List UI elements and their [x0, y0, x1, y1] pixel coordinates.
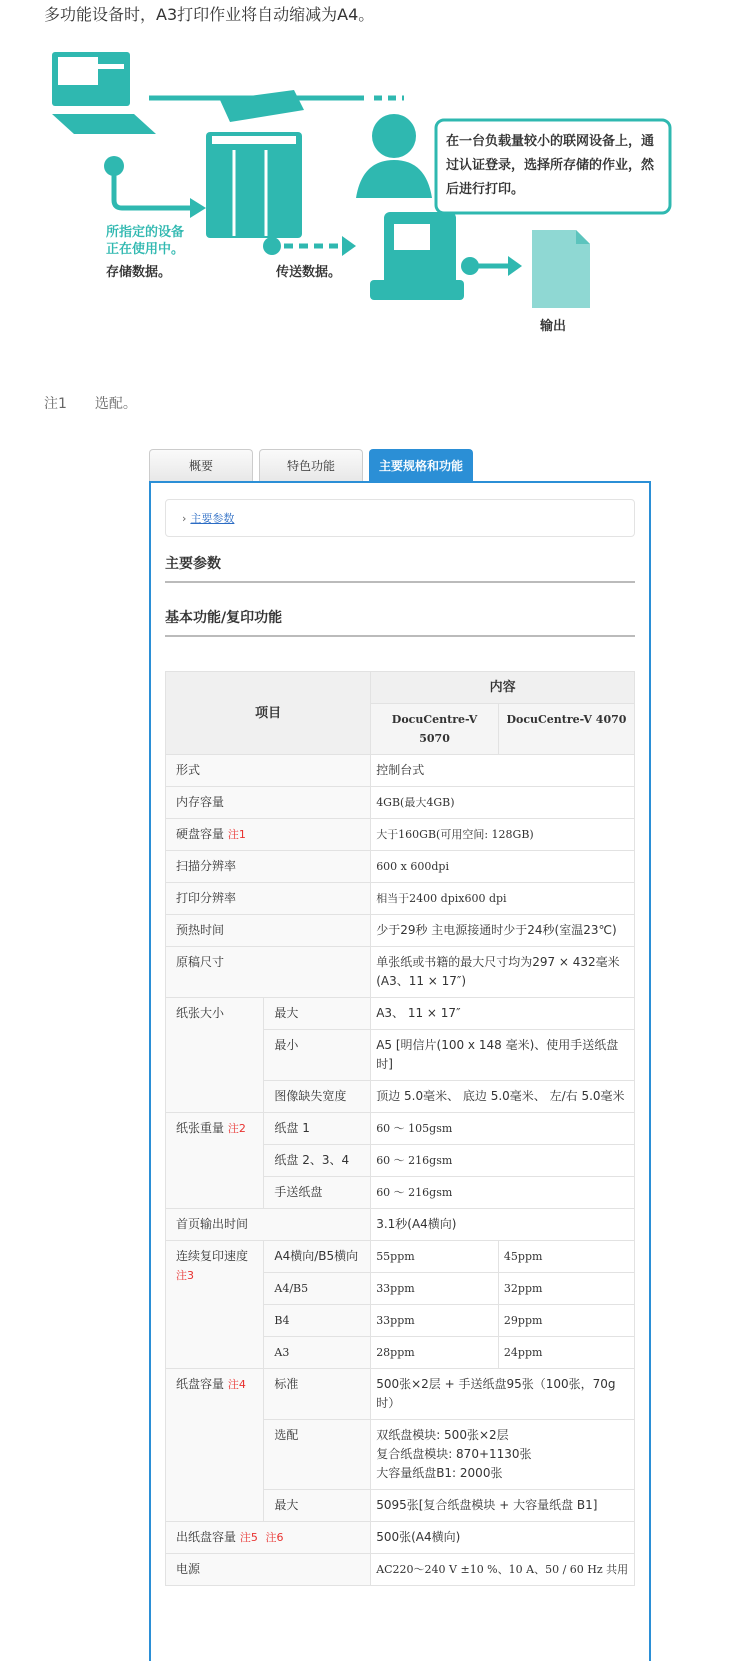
- table-row: 连续复印速度 注3 A4横向/B5横向 55ppm 45ppm: [166, 1241, 635, 1273]
- note-link[interactable]: 注1: [227, 828, 246, 841]
- note-link[interactable]: 注6: [265, 1531, 284, 1544]
- footnote: 注1 选配。: [44, 396, 137, 412]
- table-row: 选配 双纸盘模块: 500张×2层 复合纸盘模块: 870+1130张 大容量纸盘B1: 2000张: [166, 1420, 635, 1490]
- table-row: 扫描分辨率 600 x 600dpi: [166, 851, 635, 883]
- note-link[interactable]: 注5: [239, 1531, 258, 1544]
- table-row: 手送纸盘 60 ～ 216gsm: [166, 1177, 635, 1209]
- intro-text: 多功能设备时，A3打印作业将自动缩减为A4。: [44, 5, 375, 24]
- section-title-main: 主要参数: [165, 553, 635, 583]
- table-row: 出纸盘容量 注5 注6 500张(A4横向): [166, 1522, 635, 1554]
- table-row: 硬盘容量 注1 大于160GB(可用空间: 128GB): [166, 819, 635, 851]
- table-row: 原稿尺寸 单张纸或书籍的最大尺寸均为297 × 432毫米(A3、11 × 17″): [166, 947, 635, 998]
- transfer-data-label: 传送数据。: [276, 265, 342, 280]
- device-in-use-label: 所指定的设备: [106, 225, 185, 240]
- tab-features[interactable]: 特色功能: [259, 449, 363, 481]
- spec-panel: [149, 481, 651, 1661]
- chevron-right-icon: ›: [182, 511, 187, 525]
- spec-table: [165, 671, 635, 1586]
- printer-icon: [206, 90, 304, 238]
- breadcrumb-link-main-params[interactable]: 主要参数: [190, 512, 235, 525]
- section-title-basic: 基本功能/复印功能: [165, 607, 635, 637]
- table-row: 形式 控制台式: [166, 755, 635, 787]
- note-link[interactable]: 注4: [227, 1378, 246, 1391]
- table-row: 纸盘 2、3、4 60 ～ 216gsm: [166, 1145, 635, 1177]
- tab-bar: [149, 449, 473, 481]
- output-label: 输出: [540, 319, 567, 334]
- computer-icon: [52, 52, 156, 134]
- table-row: 图像缺失宽度 顶边 5.0毫米、 底边 5.0毫米、 左/右 5.0毫米: [166, 1081, 635, 1113]
- breadcrumb: [165, 499, 635, 537]
- table-row: 打印分辨率 相当于2400 dpix600 dpi: [166, 883, 635, 915]
- callout-text: 在一台负载量较小的联网设备上，通过认证登录，选择所存储的作业，然后进行打印。: [446, 134, 655, 197]
- table-row: 内存容量 4GB(最大4GB): [166, 787, 635, 819]
- header-model-a: DocuCentre-V 5070: [371, 704, 499, 755]
- tab-specifications[interactable]: 主要规格和功能: [369, 449, 473, 481]
- header-content: 内容: [371, 672, 635, 704]
- note-link[interactable]: 注2: [227, 1122, 246, 1135]
- table-row: 最大 5095张[复合纸盘模块 + 大容量纸盘 B1]: [166, 1490, 635, 1522]
- table-row: 首页输出时间 3.1秒(A4横向): [166, 1209, 635, 1241]
- table-row: A3 28ppm 24ppm: [166, 1337, 635, 1369]
- table-row: 最小 A5 [明信片(100 x 148 毫米)、使用手送纸盘时]: [166, 1030, 635, 1081]
- table-row: [166, 672, 635, 704]
- header-model-b: DocuCentre-V 4070: [498, 704, 634, 755]
- table-row: 纸张大小 最大 A3、 11 × 17″: [166, 998, 635, 1030]
- table-row: 预热时间 少于29秒 主电源接通时少于24秒(室温23℃): [166, 915, 635, 947]
- note-link[interactable]: 注3: [176, 1269, 194, 1282]
- table-row: 纸盘容量 注4 标准 500张×2层 + 手送纸盘95张（100张，70g时）: [166, 1369, 635, 1420]
- header-item: 项目: [166, 672, 371, 755]
- tab-overview[interactable]: 概要: [149, 449, 253, 481]
- table-row: 纸张重量 注2 纸盘 1 60 ～ 105gsm: [166, 1113, 635, 1145]
- workflow-illustration: [44, 40, 706, 350]
- table-row: 电源 AC220～240 V ±10 %、10 A、50 / 60 Hz 共用: [166, 1554, 635, 1586]
- store-data-label: 存储数据。: [106, 265, 172, 280]
- small-printer-icon: [370, 212, 464, 300]
- user-icon: [356, 114, 432, 198]
- svg-text:正在使用中。: 正在使用中。: [106, 242, 185, 257]
- table-row: B4 33ppm 29ppm: [166, 1305, 635, 1337]
- document-icon: [532, 230, 590, 308]
- table-row: A4/B5 33ppm 32ppm: [166, 1273, 635, 1305]
